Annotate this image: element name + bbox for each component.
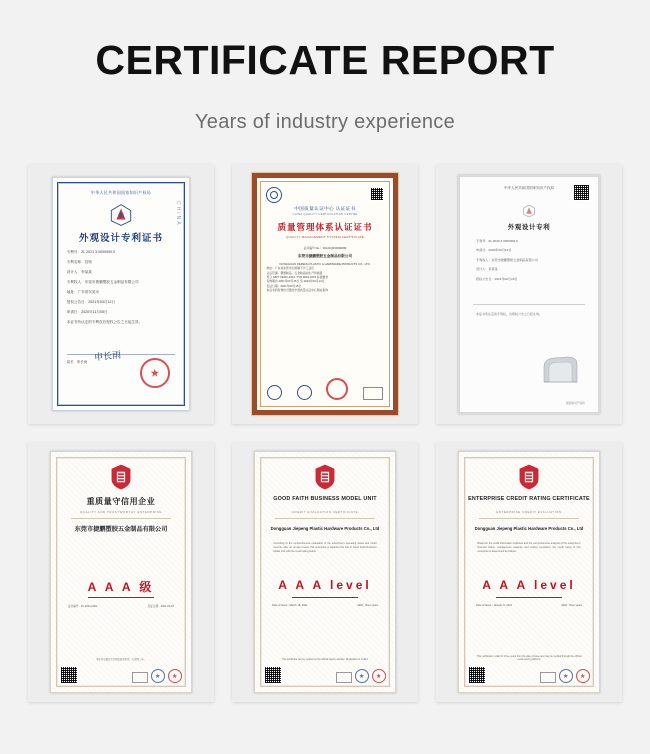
certificate-meta xyxy=(476,604,582,607)
patent-emblem-icon xyxy=(108,204,134,226)
certificate-footer xyxy=(53,178,54,179)
certificate-body xyxy=(260,181,389,407)
certificate-image xyxy=(28,164,214,424)
certificate-paper xyxy=(254,451,395,693)
certificate-body-text: According to the comprehensive evaluation of the enterprise's operating status and credit records, after an on-site review, this enterprise is awarded the title of Good Faith Business Model Unit with the credit rating below. xyxy=(273,542,377,553)
decorative-border xyxy=(56,457,185,687)
company-name: Dongguan Jiepeng Plastic Hardware Products Co., Ltd xyxy=(270,526,380,532)
issuer-heading xyxy=(266,206,383,216)
certificate-card-aaa-credit-cn[interactable] xyxy=(28,442,214,702)
field-line: 申请日：2020年11月05日 xyxy=(66,310,108,315)
validity-period: Valid : three years xyxy=(561,604,582,608)
certificate-number: 证书编号 No.：00121Q00000R0M xyxy=(303,246,347,251)
decorative-border xyxy=(464,457,593,687)
certificate-topbar xyxy=(266,187,383,203)
field-line: 申请日：2020年09月10日 xyxy=(476,248,512,252)
signature-box xyxy=(363,387,383,400)
signature-box xyxy=(540,672,556,683)
qr-code-icon xyxy=(264,666,282,684)
certificate-card-design-patent-cn[interactable] xyxy=(28,164,214,424)
grade-underline xyxy=(496,597,563,598)
issue-date: Date of Issue : March 18, 2021 xyxy=(272,604,308,608)
certificate-body-text xyxy=(51,452,52,453)
blue-star-stamp-icon xyxy=(151,669,165,683)
certificate-image xyxy=(436,442,622,702)
company-address: 地址：广东省东莞市石排镇下沙工业区 xyxy=(266,266,315,271)
field-line: 专利权人：东莞市捷鹏塑胶五金制品有限公司 xyxy=(66,280,139,285)
certificate-paper xyxy=(252,173,397,415)
certificate-card-iso9001[interactable] xyxy=(232,164,418,424)
page-subtitle: Years of industry experience xyxy=(194,111,456,134)
certificate-title-en: QUALITY MANAGEMENT SYSTEM CERTIFICATE xyxy=(285,235,364,240)
certificate-card-good-faith-unit[interactable] xyxy=(232,442,418,702)
certificate-image xyxy=(232,442,418,702)
certificate-card-utility-patent[interactable] xyxy=(436,164,622,424)
credit-grade: A A A level xyxy=(482,578,576,593)
credit-grade: A A A level xyxy=(278,578,372,593)
field-line: 专利号：ZL 2021 3 0000000.0 xyxy=(66,250,116,255)
page-header xyxy=(0,0,650,134)
qr-code-icon xyxy=(573,184,590,201)
red-star-stamp-icon xyxy=(576,669,590,683)
certificate-title: 重质量守信用企业 xyxy=(86,497,156,507)
red-round-stamp-icon xyxy=(140,358,170,388)
certification-scope: 认证范围：塑胶制品、五金制品的生产和销售 xyxy=(266,270,323,275)
issuer-heading-en: CHINA QUALITY CERTIFICATION CENTRE xyxy=(292,213,358,217)
cnas-accreditation-icon xyxy=(267,385,282,400)
certificate-footer: This certificate is valid for three years from the date of issue and may be verified through the official credit inquiry platform. xyxy=(476,654,582,662)
red-star-stamp-icon xyxy=(372,669,386,683)
validity-period: 有效期自 2021年03月15日 至 2024年03月14日 xyxy=(266,279,325,284)
iaf-seal-icon xyxy=(297,385,312,400)
certificate-paper xyxy=(458,451,599,693)
handwritten-signature: 申长雨 xyxy=(93,349,122,363)
certificate-details xyxy=(266,246,383,292)
certificate-image xyxy=(28,442,214,702)
certificate-title-cn: 质量管理体系认证证书 xyxy=(277,222,373,233)
field-line: 本证书所认定的专利权自授权公告之日起生效。 xyxy=(66,320,143,325)
blue-star-stamp-icon xyxy=(559,669,573,683)
decorative-border xyxy=(260,457,389,687)
certificate-number: 证书编号：ZL-2021-0001 xyxy=(68,605,98,609)
credit-crest-icon xyxy=(110,464,132,490)
grade-underline xyxy=(292,597,359,598)
company-name: Dongguan Jiepeng Plastic Hardware Products Co., Ltd xyxy=(474,526,584,532)
divider xyxy=(473,304,585,305)
seal-row xyxy=(267,378,382,400)
patent-note: 本证书所认定的专利权，自授权公告之日起生效。 xyxy=(476,311,543,316)
seal-row xyxy=(336,669,386,683)
credit-grade: A A A 级 xyxy=(87,580,155,595)
certificate-title-en: ENTERPRISE CREDIT EVALUATION xyxy=(496,510,562,515)
certificate-footer: 国家知识产权局 xyxy=(565,401,585,405)
certificate-title: 外观设计专利 xyxy=(507,223,551,231)
field-line: 授权公告日：2021年02月20日 xyxy=(476,276,518,281)
standard-reference: 符合 GB/T 19001-2016 / ISO 9001:2015 标准要求 xyxy=(266,275,329,280)
issuing-authority: 中华人民共和国国家知识产权局 xyxy=(503,185,555,190)
field-line: 授权公告日：2021年03月12日 xyxy=(66,300,116,305)
field-line: 专利权人：东莞市捷鹏塑胶五金制品有限公司 xyxy=(476,257,538,262)
certificate-meta xyxy=(272,604,378,607)
divider xyxy=(71,518,171,519)
certificate-title: 外观设计专利证书 xyxy=(78,233,163,245)
issue-date: Date of Issue : January 6, 2021 xyxy=(476,604,513,608)
certificate-paper xyxy=(50,451,191,693)
validity-period: Valid : three years xyxy=(357,604,378,608)
certificate-image xyxy=(436,164,622,424)
footer-note: 本证书的有效性可通过中国质量认证中心网站查询 xyxy=(266,288,328,293)
signature-box xyxy=(132,672,148,683)
certificate-paper xyxy=(458,175,599,414)
certificate-title: GOOD FAITH BUSINESS MODEL UNIT xyxy=(273,496,377,503)
issue-date: 发证日期：2021-03-18 xyxy=(147,605,174,609)
red-star-stamp-icon xyxy=(168,669,182,683)
signature-line: 局长 申长雨 xyxy=(67,354,176,364)
qr-code-icon xyxy=(60,666,78,684)
certificate-title: ENTERPRISE CREDIT RATING CERTIFICATE xyxy=(468,496,590,503)
seal-row xyxy=(132,669,182,683)
qr-code-icon xyxy=(370,187,384,201)
company-name-en: DONGGUAN JIEPENG PLASTIC & HARDWARE PRODUCTS CO., LTD. xyxy=(279,262,371,267)
divider xyxy=(275,518,375,519)
certificate-title-en: QUALITY AND TRUSTWORTHY ENTERPRISE xyxy=(80,510,162,515)
certificate-title xyxy=(266,221,383,239)
issuing-authority: 中华人民共和国国家知识产权局 xyxy=(90,190,152,196)
credit-crest-icon xyxy=(518,464,540,490)
cnas-seal-icon xyxy=(266,187,282,203)
page-title: CERTIFICATE REPORT xyxy=(95,37,555,83)
divider xyxy=(479,518,579,519)
field-line: 专利名称：挂钩 xyxy=(66,260,92,265)
grade-underline xyxy=(88,597,155,598)
side-watermark: CHINA xyxy=(174,201,181,227)
certificate-body-text: Based on the credit information collected and the comprehensive analysis of the enterprise's financial status, management capacity, and market reputation, the credit rating of this enterprise is determined as follows. xyxy=(477,542,581,553)
certificate-paper xyxy=(52,177,190,411)
certificate-footer: 本证书可通过官方网站查询验真，有效期三年。 xyxy=(95,658,147,662)
field-line: 设计人：李某某 xyxy=(476,267,498,271)
field-line: 地址：广东省东莞市 xyxy=(66,290,100,295)
blue-star-stamp-icon xyxy=(355,669,369,683)
field-line: 专利号：ZL 2020 3 0000000.0 xyxy=(476,238,518,243)
signature-box xyxy=(336,672,352,683)
certificate-card-enterprise-credit-rating[interactable] xyxy=(436,442,622,702)
company-name: 东莞市捷鹏塑胶五金制品有限公司 xyxy=(74,526,168,534)
qr-code-icon xyxy=(468,666,486,684)
issue-date: 发证日期：2021年03月15日 xyxy=(266,283,302,288)
certificate-fields xyxy=(476,238,582,286)
issuer-heading-cn: 中国质量认证中心 认证证书 xyxy=(294,206,356,212)
certificate-image xyxy=(232,164,418,424)
seal-row xyxy=(540,669,590,683)
certificate-grid xyxy=(0,164,650,702)
field-line: 设计人：李某某 xyxy=(66,270,92,275)
certificate-fields xyxy=(67,250,176,330)
certificate-title-en: CREDIT EVALUATION CERTIFICATE xyxy=(291,510,359,515)
certificate-footer: This certificate can be verified on the official inquiry website. Duplication is invalid. xyxy=(281,658,369,662)
certificate-meta xyxy=(68,604,174,608)
red-round-stamp-icon xyxy=(326,378,348,400)
patent-emblem-icon xyxy=(521,204,537,218)
company-name-cn: 东莞市捷鹏塑胶五金制品有限公司 xyxy=(298,253,352,258)
credit-crest-icon xyxy=(314,464,336,490)
product-drawing-icon xyxy=(537,353,583,387)
